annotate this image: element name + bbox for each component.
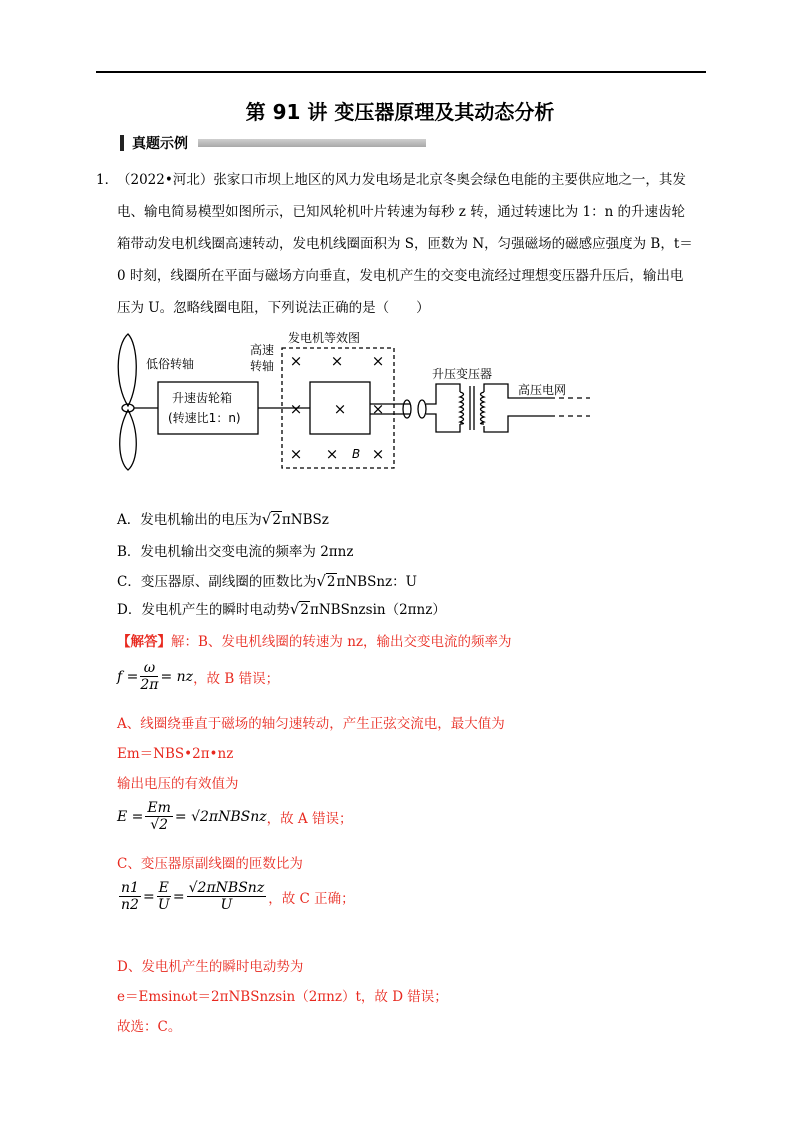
section-shade-bar [198,139,426,147]
grid-label: 高压电网 [518,383,567,397]
high-shaft-label-2: 转轴 [250,359,275,373]
option-a[interactable] [117,508,329,528]
generator-label: 发电机等效图 [288,331,361,345]
field-cross: × [333,400,347,418]
option-c-text: C．变压器原、副线圈的匝数比为 [117,574,317,590]
section-header [120,133,426,153]
equation-turns-ratio: $\frac{n1}{n2}$ = $\frac{E}{U}$ = $\frac{\text{√2πNBSnz}}{U}$ ，故 C 正确； [121,880,355,913]
option-a-text: A．发电机输出的电压为 [117,512,262,528]
answer-line-7: e＝Emsinωt＝2πNBSnzsin（2πnz）t，故 D 错误； [117,989,448,1005]
answer-line-6: D、发电机产生的瞬时电动势为 [117,959,304,975]
slip-ring-2 [418,400,426,418]
low-shaft-label: 低俗转轴 [146,357,195,371]
question-line-2: 电、输电简易模型如图所示，已知风轮机叶片转速为每秒 z 转，通过转速比为 1：n 的升速齿轮 [117,204,686,220]
wind-generator-diagram [110,324,610,474]
header-rule [96,71,706,73]
sqrt-symbol: √2 [261,510,281,528]
field-cross: × [289,352,303,370]
option-c-tail: πNBSnz：U [336,574,418,590]
field-cross: × [330,352,344,370]
answer-line-5: C、变压器原副线圈的匝数比为 [117,856,303,872]
answer-line-3: Em＝NBS•2π•nz [117,746,234,762]
question-number: 1． [96,172,119,188]
section-marker [120,135,124,151]
turbine-blade-bottom [120,410,137,470]
transformer-primary [460,392,464,424]
answer-line-1 [117,630,512,650]
field-cross: × [371,400,385,418]
sqrt-symbol: √2 [316,572,336,590]
gearbox-box [158,382,258,434]
transformer-secondary [481,392,485,424]
answer-line-4: 输出电压的有效值为 [117,776,239,792]
field-cross: × [289,400,303,418]
turbine-blade-top [118,334,136,406]
answer-line-2: A、线圈绕垂直于磁场的轴匀速转动，产生正弦交流电，最大值为 [117,716,505,732]
option-d-tail: πNBSnzsin（2πnz） [309,602,446,618]
answer-line-8: 故选：C。 [117,1019,182,1035]
slip-ring-1 [403,400,411,418]
equation-frequency: f = $\frac{\omega}{2\pi}$ = nz ，故 B 错误； [117,660,280,693]
answer-tag: 【解答】 [117,634,171,650]
question-line-1: （2022•河北）张家口市坝上地区的风力发电场是北京冬奥会绿色电能的主要供应地之一，其发 [117,172,686,188]
question-line-4: 0 时刻，线圈所在平面与磁场方向垂直，发电机产生的交变电流经过理想变压器升压后，输出电 [117,268,684,284]
page-title: 第 91 讲 变压器原理及其动态分析 [245,100,555,124]
section-label: 真题示例 [132,136,188,152]
gearbox-label-1: 升速齿轮箱 [172,391,233,405]
option-d[interactable] [117,598,446,618]
option-a-tail: πNBSz [281,512,329,528]
option-c[interactable] [117,570,417,590]
high-shaft-label-1: 高速 [250,343,275,357]
field-symbol: B [352,447,361,461]
gearbox-label-2: (转速比1：n) [168,411,241,425]
field-cross: × [289,445,303,463]
field-cross: × [371,445,385,463]
answer-text-1: 解：B、发电机线圈的转速为 nz，输出交变电流的频率为 [171,634,512,650]
option-b[interactable]: B．发电机输出交变电流的频率为 2πnz [117,544,354,560]
field-cross: × [325,445,339,463]
transformer-label: 升压变压器 [432,367,493,381]
field-cross: × [371,352,385,370]
question-line-5: 压为 U。忽略线圈电阻，下列说法正确的是（ ） [117,300,430,316]
option-d-text: D．发电机产生的瞬时电动势 [117,602,290,618]
question-line-3: 箱带动发电机线圈高速转动，发电机线圈面积为 S，匝数为 N，匀强磁场的磁感应强度为 B，t＝ [117,236,693,252]
equation-effective-voltage: E = $\frac{Em}{√2}$ = √2πNBSnz ，故 A 错误； [117,800,353,833]
sqrt-symbol: √2 [289,600,309,618]
